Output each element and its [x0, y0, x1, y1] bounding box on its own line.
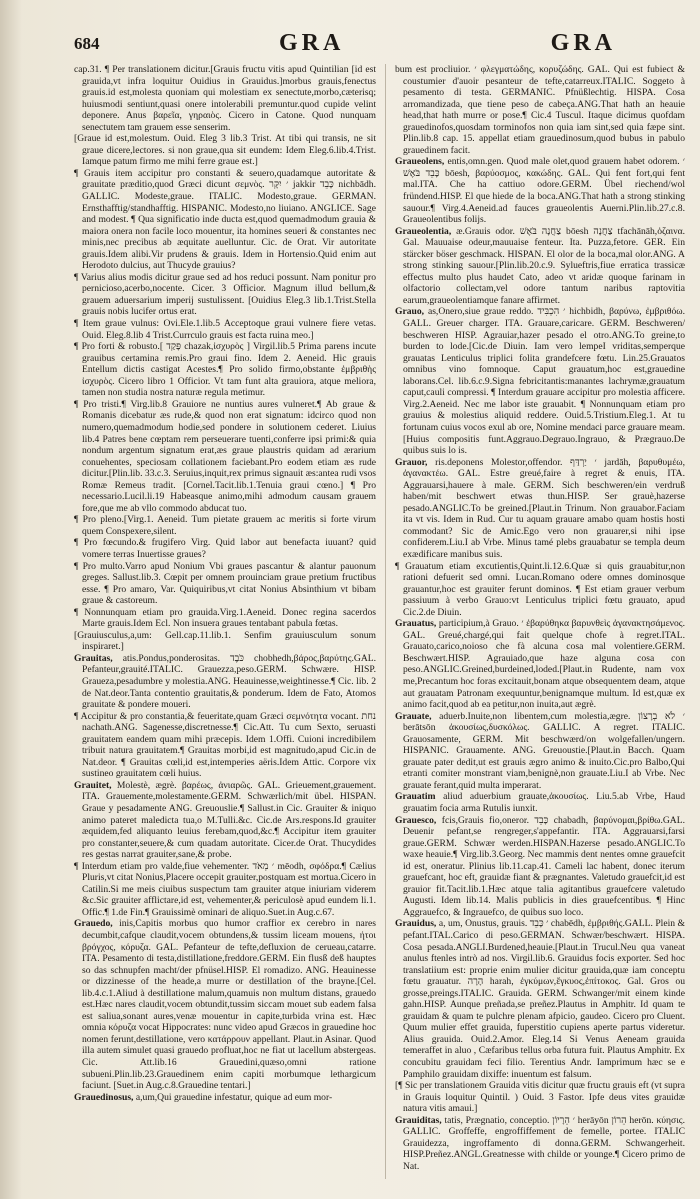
dictionary-entry	[395, 64, 685, 156]
entry-text: aliud aduerbium grauate,ἀκουσίως. Liu.5.ab Vrbe, Haud grauatim focia arma Rutulis iunxit.	[403, 791, 685, 814]
entry-text: ¶ Grauis item accipitur pro constanti & seuero,quadamque autoritate & grauitate præditio,quod Græci dicunt σεμνὸς. ׳ יִקָּר jakkir כָּבֵד nichbādh. GALLIC. Modeste,graue. ITALIC. Modesto,graue. GERMAN. Ernsthafftig/standhafftig. HISPANIC. Modesto,no liuiano. ANGLICE. Sage and modest. ¶ Qua significatio inde ducta est,quod quemadmodum grauia & maiora onera non facile loco mouentur, ita homines seueri & constantes nec minis,nec precibus ab æquitate auelluntur. Cic. de Orat. Vir autoritate grauis.Idem alibi.Vir prudens & grauis. Idem in Hortensio.Quid enim aut Herodoto dulcius, aut Thucyde grauius?	[74, 167, 376, 272]
dictionary-entry	[395, 791, 685, 814]
entry-text: ¶ Pro multo.Varro apud Nonium Vbi graues pascantur & alantur pauonum greges. Sallust.lib.3. Cœpit per omnem prouinciam graue pretium fructibus esse. ¶ Pro amaro, Var. Quiquiribus,vt citat Nonius Absinthium vt bibam graue & castoreum.	[74, 560, 376, 607]
entry-text: entis,omn.gen. Quod male olet,quod grauem habet odorem. ׳ כָּבֵד בֹּאֶשׁ bōesh, βαρύοσμος, κακώδης. GAL. Qui fent fort,qui fent mal.ITA. Che ha cattiuo odore.GERM. Übel riechend/wol fründend.HISP. El que hiede de la boca.ANG.That hath a strong stinking sauour.¶ Virg.4.Aeneid.ad fauces graueolentis Auerni.Plin.lib.27.c.8. Graueolentibus folijs.	[403, 156, 685, 226]
entry-text: a, um, Onustus, grauis. ׳ כָּבֵד chabēdh, ἐμβριθής.GALL. Plein & pefant.ITAL.Carico di peso.GERMAN. Schwær/beschwært. HISPA. Cosa pesada.ANGLI.Burdened,heauie.[Plaut.in Trucul.Neu qua vaneat anulus ftenles intrò ad nos. Virgil.lib.6. Grauidus focis exporter. Sed hoc translatiium est: proprie enim mulier dicitur grauida,quæ iam conceptu fœtu grauatur. הָרָה harah, ἐγκύμων,ἔγκυος,ἐπίτοκος. Gal. Gros ou grosse,preings.ITALIC. Grauida. GERM. Schwanger/mit einem kinde gahn.HISP. Aunque preñada,se preñez.Plautus in Amphitr. Id quam te grauidam & quam te pulchre plenam afpicio, gaudeo. Cicero pro Cluent. Quum mulier effet grauida, fuperstitio cupiens aperte partus videretur. Alius grauida. Ouid.2.Amor. Eleg.14 Si Venus Aeneam grauida temeraffet in aluo , Cæfaribus tellus orba futura fuit. Plautus Amphitr. Ex concubitu grauidam feci filio. Terentius Andr. Iamprimum hæc se e Pamphilo grauidam dixiffe: inuentum est falsum.	[403, 918, 685, 1080]
entry-headword: Grauatim	[395, 791, 436, 803]
left-column	[74, 64, 376, 1183]
entry-text: [Graue id est,molestum. Ouid. Eleg 3 lib.3 Trist. At tibi qui transis, ne sit graue dicere,lectores. si non graue,qua sit eundem: Idem Eleg.6.lib.4.Trist. Iamque patum firmo me mihi ferre graue est.]	[74, 133, 376, 168]
entry-text: ¶ Pro tristi.¶ Virg.lib.8 Grauiore ne nuntius aures vulneret.¶ Ab graue & Romanis dicebatur æs rude,& quod non erat signatum: idcirco quod non numero,quemadmodum hodie,sed pondere in solutionem cederet. Liuius lib.4 Patres bene cœptam rem perseuerare tuenti,conferre ipsi primi:& quia nondum argentum signatum erat,æs graue plaustris quidam ad ærarium conuehentes, speciosam collationem faciebant.Pro eodem etiam æs rude dicitur.[Plin.lib. 33.c.3. Seruius,inquit,rex primus signauit æs:antea rudi vsos Romæ Remeus tradit. [Cornel.Tacit.lib.1.Tenuia graui cœno.] ¶ Pro necessario.Lucil.li.19 Habeasque animo,mihi admodum causam grauem fore,que me ab vllo commodo abducat tuo.	[74, 398, 376, 514]
entry-text: aduerb.Inuite,non libentem,cum molestia,ægre. ׳ לֹא בְרָצוֹן berātsōn ἀκουσίως,δυσκόλως. GALLIC. A regret. ITALIC. Grauosamente, GERM. Mit beschwærd/on wolgefallen/ungern. HISPANIC. Grauamente. ANG. Greuoustie.[Plaut.in Bacch. Quam grauate pater dedit,ut est grauis ægro animo & inuito.Cic.pro Balbo,Qui etranti comiter monstrant viam,benignè,non grauate.Liu.I ab Vrbe. Nec grauate ferant,quid multa imperarat.	[403, 710, 685, 791]
dictionary-entry	[74, 918, 376, 1091]
entry-text: participium,à Grauo. ׳ ἐβαρύθηκα βαρυνθεὶς ἀγανακτησάμενος. GAL. Greué,chargé,qui fait quelque chofe à regret.ITAL. Grauato,carico,noioso che fà alcuna cosa mal volentiere.GERM. Beschwært.HISP. Agrauiado,que haze alguna cosa con peso.ANGLIC.Greined,burdeined,loded.[Plaut.in Rudente, nam vox me,Precantum hoc foras excitauit,bonam atque obsequentem deam, atque aut grauatam Patronam exequuntur,benignamque multum. Id est,quæ ex animo facit,quod ab ea petitur,non inuita,aut ægrè.	[403, 618, 685, 711]
entry-headword: Grauo,	[395, 306, 425, 318]
dictionary-entry	[395, 1080, 685, 1115]
page-header	[74, 30, 656, 60]
entry-headword: Grauiditas,	[395, 1114, 442, 1126]
entry-headword: Grauitas,	[74, 652, 113, 664]
entry-text: ¶ Interdum etiam pro valde,fiue vehementer. ׳ מְאֹד mēodh, σφόδρα.¶ Cælius Pluris,vt citat Nonius,Placere occepit grauiter,postquam est mortua.Cicero in Catilin.Si me meis ciuibus suspectum tam grauiter atque iniuriam viderem &c.Sic grauiter afflictare,id est, vehementer,& periculosè apud eundem li.1. Offic.¶ 1.de Fin.¶ Grauissimè ominari de aliquo.Suet.in Aug.c.67.	[74, 860, 376, 918]
entry-text: ¶ Varius alius modis dicitur graue sed ad hos reduci possunt. Nam ponitur pro pernicioso,acerbo,nocente. Cicer. 3 Officior. Magnum illud bellum,& grauem aduersarium imperij sustulissent. [Ouidius Eleg.3 lib.1.Trist.Stella grauis nobis lucifer ortus erat.	[74, 271, 376, 318]
dictionary-entry	[74, 64, 376, 133]
entry-text: æ.Grauis odor. צַחֲנָה בֹּאֶשׁ bōesh צַחֲנָה tfachānāh,ὀζαινα. Gal. Mauuaise odeur,mauuaise fenteur. Ita. Puzza,fetore. GER. Ein stärcker böser geschmack. HISPAN. El olor de la boca,mal olor.ANG. A strong stinking sauour.[Plin.lib.20.c.9. Sylueftris,fiue erratica trassicæ effectus multo plus haudet Cato, adeo vt aridæ quoque farinam in olfactorio collectam,vel odore tantum naribus raptovitia earum,graueolentiamque fanare affirmet.	[403, 225, 685, 306]
dictionary-entry	[74, 341, 376, 399]
dictionary-entry	[74, 607, 376, 630]
entry-text: [Grauiusculus,a,um: Gell.cap.11.lib.1. Senfim grauiusculum sonum inspiraret.]	[74, 629, 376, 653]
dictionary-entry	[395, 457, 685, 561]
entry-text: tatis, Prægnatio, conceptio. ׳ הֵרָיוֹן herāyōn הֵרוֹן herōn. κύησις. GALLIC. Groffeffe, engroffiffement de femelle, portee. ITALIC Grauidezza, ingroffamento di donna.GERM. Schwangerheit. HISP.Preñez.ANGL.Greatnesse with childe or younge.¶ Cicero primo de Nat.	[403, 1114, 685, 1172]
dictionary-entry	[395, 815, 685, 919]
entry-text: Molestè, ægrè. βαρέως, ἀνιαρῶς. GAL. Grieuement,grauement. ITA. Grauemente,molestamente.GERM. Schwærlich/mit übel. HISPAN. Graue y pesadamente ANG. Greuouslie.¶ Sallust.in Cic. Grauiter & iniquo animo pateret maledicta tua,o M.Tulli.&c. Cic.de Ars.respons.Id grauiter æquidem,fed aliquanto leuius ferebam,quod,&c.¶ Accipitur item grauiter pro constanter,seuere,& cum quadam autoritate. Cicer.de Orat. Thucydides res gestas narrat grauiter,sane,& probe.	[82, 779, 376, 861]
dictionary-entry	[395, 156, 685, 225]
entry-text: ¶ Grauatum etiam excutientis,Quint.li.12.6.Quæ si quis grauabitur,non rationi defuerit sed omni. Lucan.Romano odere omnes dominosque grauantur,hoc est grauiter ferunt dominos. ¶ Est etiam grauer verbum passiuum à verbo Grauo:vt Lenticulus triplici fœtu grauato, apud Cic.2.de Diuin.	[395, 560, 685, 618]
entry-headword: Grauitet,	[74, 779, 112, 791]
dictionary-entry	[74, 561, 376, 607]
entry-text: ¶ Item graue vulnus: Ovi.Ele.1.lib.5 Acceptoque graui vulnere fiere vetas. Ouid. Eleg.8.lib 4 Trist.Currculo grauis est facta ruina meo.]	[74, 318, 376, 341]
column-divider	[385, 64, 386, 1179]
page-number: 684	[74, 34, 100, 53]
dictionary-entry	[395, 711, 685, 792]
entry-text: ¶ Nonnunquam etiam pro grauida.Virg.1.Aeneid. Donec regina sacerdos Marte grauis.Idem Ecl. Non insuera graues tentabant pabula fœtas.	[74, 606, 376, 630]
right-column	[395, 64, 685, 1183]
dictionary-entry	[74, 1092, 376, 1104]
dictionary-entry	[395, 918, 685, 1080]
entry-headword: Graueolentia,	[395, 225, 452, 237]
entry-text: cap.31. ¶ Per translationem dicitur.[Grauis fructu vitis apud Quintilian [id est grauida,vt infra loquitur Ouidius in Grauidus.]morbus grauis,fenectus grauis.id est,molesta quoniam qui molestiam ex senectute,morbo,cæterisq; huiusmodi sentiunt,quasi onere intolerabili premuntur.quod cupide velint deponere. Anus βαρεῖα, γηραιὸς. Cicero in Catone. Quod nunquam senectutem tam grauem esse senserim.	[74, 64, 376, 133]
entry-text: a,um,Qui grauedine infestatur, quique ad eum mor-	[135, 1091, 333, 1103]
entry-text: ris.deponens Molestor,offendor. ׳ יַרְדַּף jardāh, βαρυθυμέω, ἀγανακτέω. GAL. Estre greué,faire à regret & enuis, ITA. Aggrauarsi,hauere à male. GERM. Sich beschweren/ein verdruß haben/mit beschwert etwas thun.HISP. Ser grauè,hazerse pesado.ANGLIC.To be greined.[Plaut.in Trinum. Non grauabor.Faciam ita vt vis. Idem in Rud. Cur tu aquam grauare amabo quam hostis hosti commodant? Sic de Amic.Ego vero non grauarer,si nihi ipse confiderem.Liu.I ab Vrbe. Minus tamé plebs grauabatur se templa deum exædificare manibus suis.	[403, 456, 685, 560]
dictionary-entry	[74, 168, 376, 272]
running-head-left: GRA	[279, 30, 345, 56]
entry-text: ¶ Pro forti & robusto.[ פָּקַד chazak,ἰσχυρὸς ] Virgil.lib.5 Prima parens incute grauibus certamina remis.Pro graui fino. Idem 2. Aeneid. Hic grauis Entellum dictis castigat Acestes.¶ Pro solido firmo,obstante ἐμβριθὴς ἰσχυρὸς. Cicero libro 1 Officior. Vt tam funt alta grauiora, atque meliora, tamen non studia nostra naturæ regula metimur.	[74, 341, 376, 399]
running-head-right: GRA	[550, 30, 616, 56]
binding-gutter-shadow	[0, 0, 22, 1199]
entry-text: ¶ Accipitur & pro constantia,& feueritate,quam Græci σεμνότητα vocant. נחת nachath.ANG. Sagenesse,discretnesse.¶ Cic.Att. Tu cum Sexto, seruasti grauitatem eandem quam mihi præcepis. Idem 1.Offi. Cuioni incredibilem tribuit natura grauitatem.¶ Grauitas morbi,id est magnitudo,apud Cic.in de Nat.deor. ¶ Grauitas cœli,id est,intemperies aëris.Idem Attic. Corpore vix sustineo grauitatem cœli huius.	[74, 710, 376, 780]
dictionary-entry	[74, 399, 376, 514]
dictionary-entry	[395, 618, 685, 710]
entry-text: inis,Capitis morbus quo humor craffior ex cerebro in nares decumbit,cafque claudit,vocem obtundens,& tussim liceam mouens, ήτοι βρόγχος, κόρυζα. GAL. Pefanteur de tefte,defluxion de cerueau,catarre. ITA. Pesamento di testa,distillatione,freddore.GERM. Ein flusß deß hauptes so das schnupfen macht/der pfnüsel.HISP. El romadizo. ANG. Heauinesse or dizzinesse of the heade,a murre or destillation of the brayne.[Cel. lib.4.c.1.Aliud à destillatione malum,quamuis non multum distans, grauedo est.Hæc nares claudit,vocem obtundit,tussim siccam mouet sub eadem falsa est saliua,sonant aures,venæ mouentur in capite,turbida vrina est. Hæc omnia κόρυζα vocat Hippocrates: nunc video apud Græcos in grauedine hoc nomen ferunt,destillatione, vero κατάρρουν appellant. Plaut.in Asinar. Quod illa autem simulet quasi grauedo profluat,hoc ne fiat ut lacellum abstergeas. Cic. Att.lib.16 Grauedini,quæso,omni ratione subueni.Plin.lib.23.Grauedinem enim capiti morbumque lethargicum faciunt. [Suet.in Aug.c.8.Grauedine tentari.]	[82, 918, 376, 1092]
entry-text: as,Onero,siue graue reddo. ׳ הִכְבִּיד hichbidh, βαρύνω, ἐμβριθόω. GALL. Greuer charger. ITA. Grauare,caricare. GERM. Beschweren/ beschweren HISP. Agrauiar,hazer pesado el otro.ANG.To greine,to burden to lode.[Cic.de Diuin. Iam vero lempeI vriditas,semperque grauatas Lenticulus triplici folita grandefcere fœtu. Lin.25.Grauatos omnibus vino fomnoque. Caput grauatum,hoc est,grauedine laborans.Cel. lib.6.c.9.Signa febricitantis:manantes lachrymæ,grauatum caput,cauli compressi. ¶ Interdum grauare accipitur pro molestia afficere. Virg.2.Aeneid. Nec me labor iste grauabit. ¶ Nonnunquam etiam pro grauius & molestius aliquid reddere. Ouid.5.Tristium.Eleg.1. At tu fortunam cuius vocos exul ab ore, Nomine mendaci parce grauare meam.[Huius compositis funt.Aggrauo.Degrauo.Ingrauo, & Prægrauo.De quibus suis lo is.	[403, 306, 685, 457]
dictionary-entry	[74, 514, 376, 537]
entry-headword: Grauedo,	[74, 918, 113, 930]
entry-headword: Grauatus,	[395, 618, 437, 630]
dictionary-entry	[74, 861, 376, 919]
dictionary-entry	[395, 306, 685, 456]
entry-text: ¶ Pro fœcundo.& frugifero Virg. Quid labor aut benefacta iuuant? quid vomere terras Inuertisse graues?	[74, 537, 376, 560]
dictionary-entry	[74, 630, 376, 653]
entry-headword: Grauor,	[395, 456, 428, 468]
entry-headword: Grauedinosus,	[74, 1091, 134, 1103]
dictionary-entry	[74, 272, 376, 318]
entry-headword: Grauesco,	[395, 814, 437, 826]
entry-text: atis.Pondus,ponderositas. כֹּבֶד chobhedh,βάρος,βαρύτης.GAL. Pefanteur,grauité.ITALIC. Grauezza,peso.GERM. Schwære. HISP. Graueza,pesadumbre y molestia.ANG. Heauinesse,weightinesse.¶ Cic. lib. 2 de Nat.deor.Tanta contentio grauitatis,& ponderum. Idem de Fato, Atomos grauitate & pondere moueri.	[82, 652, 376, 711]
entry-text: fcis,Grauis fio,oneror. כָּבֵד chabadh, βαρύνομαι,βρίθω.GAL. Deuenir pefant,se rengreger,s'appefantir. ITA. Aggrauarsi,farsi graue.GERM. Schwær werden.HISPAN.Hazerse pesado.ANGLIC.To waxe heauie.¶ Virg.lib.3.Georg. Nec mammis dent nentes omne grauefcit id est, oneratur. Plinius lib.11.cap.41. Cameli lac habent, donec iterum grauefcant, hoc eft, grauidæ fiant & prægnantes. Valetudo grauefcit,id est grauior fit.Tacit.lib.1.Hæc atque talia agitantibus grauefcere valetudo Augusti. Idem lib.14. Malis publicis in dies grauefcentibus. ¶ Hinc Aggrauefco, & Ingrauefco, de quibus suo loco.	[403, 814, 685, 918]
entry-text: bum est procliuior. ׳ φλεγματώδης, κορυζώδης. GAL. Qui est fubiect & coustumier d'auoir pesanteur de tefte,catarreux.ITALIC. Soggeto à pesamento di testa. GERMANIC. Pfnüßlechtig. HISPA. Cosa arromandizada, que tiene peso de cabeça.ANG.That hath an heauie head,that hath murre or pose.¶ Cic.4 Tuscul. Itaque dicimus quofdam grauedinofos,quosdam torminofos non quia iam sint,sed quia fæpe sint. Plin.lib.8 cap. 15. appellat etiam grauedinosum,quod bubus in pabulo grauedinem facit.	[395, 64, 685, 156]
dictionary-entry	[74, 780, 376, 861]
entry-headword: Graueolens,	[395, 156, 445, 168]
dictionary-entry	[74, 537, 376, 560]
dictionary-entry	[74, 318, 376, 341]
entry-headword: Grauidus,	[395, 918, 437, 930]
entry-text: ¶ Pro pleno.[Virg.1. Aeneid. Tum pietate grauem ac meritis si forte virum quem Conspexere,silent.	[74, 514, 376, 537]
dictionary-entry	[74, 653, 376, 711]
dictionary-entry	[395, 1115, 685, 1173]
entry-headword: Grauate,	[395, 710, 432, 722]
dictionary-entry	[74, 133, 376, 168]
dictionary-entry	[395, 226, 685, 307]
entry-text: [¶ Sic per translationem Grauida vitis dicitur quæ fructu grauis eft (vt supra in Grauis loquitur Quintil. ) Ouid. 3 Fastor. Ipfe deus vites grauidæ natura vitis amaui.]	[395, 1080, 685, 1115]
dictionary-entry	[74, 711, 376, 780]
dictionary-entry	[395, 561, 685, 619]
